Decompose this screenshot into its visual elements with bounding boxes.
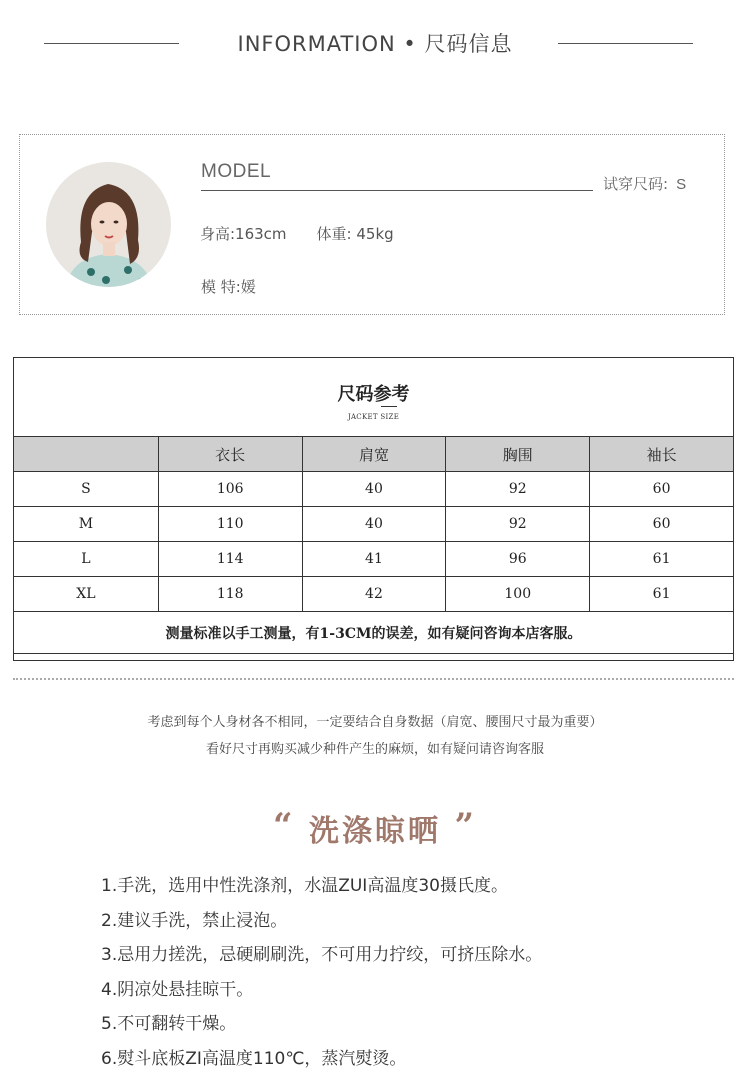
care-title — [0, 806, 750, 850]
size-chart-divider — [381, 406, 397, 407]
header-cell: 肩宽 — [302, 437, 446, 472]
list-item: 4.阴凉处悬挂晾干。 — [101, 979, 254, 1000]
table-cell: 61 — [590, 577, 734, 612]
model-underline — [201, 190, 593, 191]
model-avatar — [46, 162, 171, 287]
size-chart-title: 尺码参考 — [337, 384, 410, 405]
table-row — [14, 507, 734, 542]
table-row — [14, 472, 734, 507]
care-title-text: 洗涤晾晒 — [309, 814, 441, 849]
list-item: 1.手洗，选用中性洗涤剂，水温ZUI高温度30摄氏度。 — [101, 876, 508, 896]
tip-line-1: 考虑到每个人身材各不相同，一定要结合自身数据（肩宽、腰围尺寸最为重要） — [147, 715, 603, 730]
table-cell: 92 — [446, 472, 590, 507]
size-chart — [13, 357, 734, 661]
table-cell: 106 — [158, 472, 302, 507]
size-table — [13, 436, 734, 654]
size-cell: M — [14, 507, 159, 542]
size-chart-subtitle: JACKET SIZE — [347, 413, 400, 421]
model-card — [19, 134, 725, 315]
table-cell: 42 — [302, 577, 446, 612]
model-label: MODEL — [201, 161, 272, 182]
table-cell: 96 — [446, 542, 590, 577]
table-cell: 40 — [302, 507, 446, 542]
close-quote: ” — [454, 806, 478, 846]
table-cell: 40 — [302, 472, 446, 507]
model-weight: 体重: 45kg — [316, 225, 394, 243]
table-cell: 118 — [158, 577, 302, 612]
model-height: 身高:163cm — [200, 225, 287, 243]
dotted-divider — [13, 678, 734, 680]
header-cell: 胸围 — [446, 437, 590, 472]
size-cell: XL — [14, 577, 159, 612]
table-row — [14, 542, 734, 577]
model-stats — [200, 223, 394, 244]
try-size-label: 试穿尺码: — [603, 175, 669, 193]
care-list — [101, 872, 542, 1079]
table-cell: 60 — [590, 472, 734, 507]
table-cell: 110 — [158, 507, 302, 542]
open-quote: “ — [272, 806, 296, 846]
page-title: INFORMATION • 尺码信息 — [237, 32, 513, 56]
list-item: 5.不可翻转干燥。 — [101, 1014, 237, 1034]
table-cell: 100 — [446, 577, 590, 612]
table-note-row — [14, 612, 734, 654]
list-item: 6.熨斗底板ZI高温度110℃，蒸汽熨烫。 — [101, 1048, 407, 1069]
table-cell: 60 — [590, 507, 734, 542]
size-table-header — [14, 437, 734, 472]
header-cell: 袖长 — [590, 437, 734, 472]
table-cell: 61 — [590, 542, 734, 577]
tip-line-2: 看好尺寸再购买减少种件产生的麻烦，如有疑问请咨询客服 — [205, 742, 544, 757]
model-name: 模 特:媛 — [201, 278, 256, 296]
try-size — [603, 173, 686, 194]
try-size-value: S — [676, 176, 687, 193]
list-item: 3.忌用力搓洗，忌硬刷刷洗，不可用力拧绞，可挤压除水。 — [101, 945, 543, 965]
table-cell: 114 — [158, 542, 302, 577]
table-cell: 92 — [446, 507, 590, 542]
header-cell: 衣长 — [158, 437, 302, 472]
table-cell: 41 — [302, 542, 446, 577]
list-item: 2.建议手洗，禁止浸泡。 — [101, 910, 288, 931]
header-line-right — [558, 43, 693, 44]
table-row — [14, 577, 734, 612]
header-cell — [14, 437, 159, 472]
size-cell: L — [14, 542, 159, 577]
measurement-note: 测量标准以手工测量，有1-3CM的误差，如有疑问咨询本店客服。 — [14, 612, 734, 654]
size-cell: S — [14, 472, 159, 507]
